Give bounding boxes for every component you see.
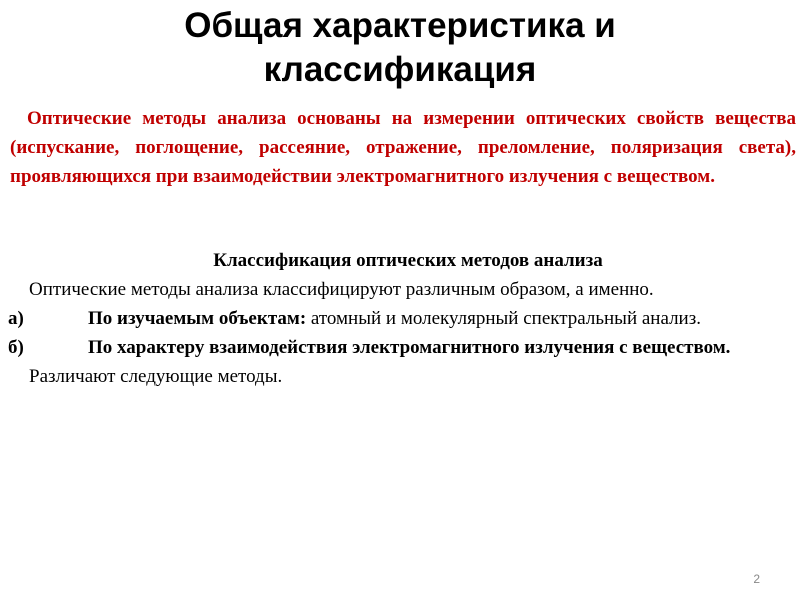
- closing-line: Различают следующие методы.: [29, 366, 283, 387]
- list-item-heading: По характеру взаимодействия электромагнитного излучения с веществом.: [88, 337, 731, 358]
- intro-paragraph: Оптические методы анализа основаны на измерении оптических свойств вещества (испускание, поглощение, рассеяние, отражение, преломление, поляризация света), проявляющихся при взаимодействии электромагнитного излучения с веществом.: [10, 108, 796, 187]
- page-number: 2: [753, 572, 760, 586]
- section-subtitle: Классификация оптических методов анализа: [213, 250, 603, 271]
- list-item-label: б): [8, 337, 24, 358]
- list-item: [8, 304, 792, 333]
- slide-title: Общая характеристика и классификация: [184, 6, 616, 89]
- slide-body: [8, 246, 792, 391]
- classification-paragraph: Оптические методы анализа классифицируют различным образом, а именно.: [29, 279, 654, 300]
- list-item-text: атомный и молекулярный спектральный анализ.: [306, 308, 701, 329]
- list-item-heading: По изучаемым объектам:: [88, 308, 307, 329]
- list-item: [8, 333, 792, 362]
- list-item-label: а): [8, 308, 24, 329]
